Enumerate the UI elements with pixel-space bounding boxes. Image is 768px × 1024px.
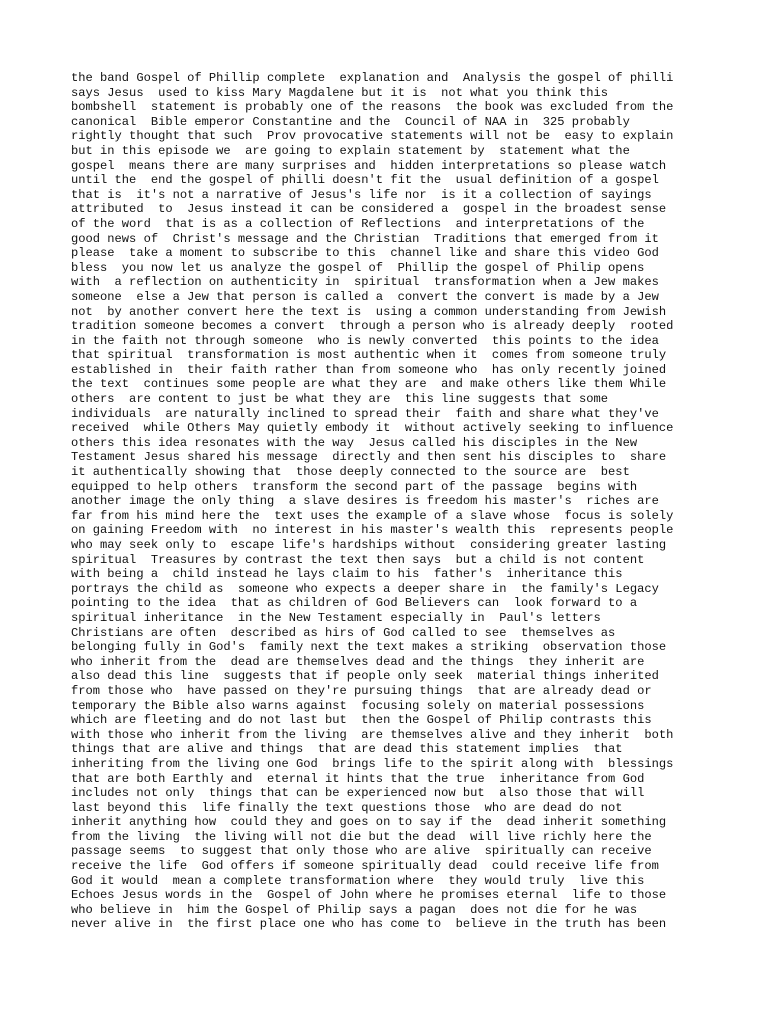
text-line: from those who have passed on they're pursuing things that are already dead or [71, 683, 652, 698]
text-line: spiritual inheritance in the New Testament especially in Paul's letters [71, 610, 601, 625]
text-line: good news of Christ's message and the Christian Traditions that emerged from it [71, 231, 659, 246]
text-line: but in this episode we are going to explain statement by statement what the [71, 143, 630, 158]
transcript-text [71, 71, 711, 932]
text-line: things that are alive and things that are dead this statement implies that [71, 742, 623, 757]
text-line: from the living the living will not die but the dead will live richly here the [71, 829, 652, 844]
text-line: inheriting from the living one God brings life to the spirit along with blessings [71, 756, 674, 771]
text-line: that are both Earthly and eternal it hints that the true inheritance from God [71, 771, 645, 786]
text-line: on gaining Freedom with no interest in his master's wealth this represents people [71, 523, 674, 538]
text-line: that is it's not a narrative of Jesus's life nor is it a collection of sayings [71, 187, 652, 202]
text-line: temporary the Bible also warns against focusing solely on material possessions [71, 698, 645, 713]
text-line: received while Others May quietly embody it without actively seeking to influence [71, 421, 674, 436]
text-line: far from his mind here the text uses the example of a slave whose focus is solely [71, 508, 674, 523]
text-line: attributed to Jesus instead it can be considered a gospel in the broadest sense [71, 202, 667, 217]
text-line: passage seems to suggest that only those who are alive spiritually can receive [71, 844, 652, 859]
text-line: others are content to just be what they are this line suggests that some [71, 392, 609, 407]
text-line: please take a moment to subscribe to this channel like and share this video God [71, 246, 659, 261]
text-line: bless you now let us analyze the gospel of Phillip the gospel of Philip opens [71, 260, 645, 275]
text-line: until the end the gospel of philli doesn't fit the usual definition of a gospel [71, 173, 659, 188]
text-line: includes not only things that can be experienced now but also those that will [71, 786, 645, 801]
text-line: belonging fully in God's family next the text makes a striking observation those [71, 640, 667, 655]
text-line: also dead this line suggests that if people only seek material things inherited [71, 669, 659, 684]
text-line: that spiritual transformation is most authentic when it comes from someone truly [71, 348, 667, 363]
text-line: gospel means there are many surprises and hidden interpretations so please watch [71, 158, 667, 173]
text-line: portrays the child as someone who expects a deeper share in the family's Legacy [71, 581, 659, 596]
text-line: the text continues some people are what they are and make others like them While [71, 377, 667, 392]
text-line: someone else a Jew that person is called a convert the convert is made by a Jew [71, 289, 659, 304]
text-line: others this idea resonates with the way Jesus called his disciples in the New [71, 435, 638, 450]
text-line: spiritual Treasures by contrast the text then says but a child is not content [71, 552, 645, 567]
text-line: of the word that is as a collection of Reflections and interpretations of the [71, 216, 645, 231]
text-line: God it would mean a complete transformation where they would truly live this [71, 873, 645, 888]
text-line: who may seek only to escape life's hardships without considering greater lasting [71, 538, 667, 552]
text-line: rightly thought that such Prov provocative statements will not be easy to explain [71, 129, 674, 144]
text-line: which are fleeting and do not last but then the Gospel of Philip contrasts this [71, 713, 652, 728]
text-line: inherit anything how could they and goes on to say if the dead inherit something [71, 815, 667, 830]
text-line: canonical Bible emperor Constantine and the Council of NAA in 325 probably [71, 114, 630, 129]
text-line: Christians are often described as hirs of God called to see themselves as [71, 625, 616, 640]
text-line: another image the only thing a slave desires is freedom his master's riches are [71, 494, 659, 509]
text-line: says Jesus used to kiss Mary Magdalene but it is not what you think this [71, 85, 609, 100]
text-line: it authentically showing that those deeply connected to the source are best [71, 465, 630, 480]
text-line: who believe in him the Gospel of Philip says a pagan does not die for he was [71, 902, 638, 917]
text-line: Echoes Jesus words in the Gospel of John where he promises eternal life to those [71, 888, 667, 903]
text-line: who inherit from the dead are themselves dead and the things they inherit are [71, 654, 645, 669]
text-line: last beyond this life finally the text questions those who are dead do not [71, 800, 623, 815]
text-line: established in their faith rather than from someone who has only recently joined [71, 362, 667, 377]
text-line: bombshell statement is probably one of the reasons the book was excluded from the [71, 100, 674, 115]
text-line: with those who inherit from the living are themselves alive and they inherit both [71, 727, 674, 742]
text-line: with being a child instead he lays claim to his father's inheritance this [71, 567, 623, 582]
text-line: in the faith not through someone who is newly converted this points to the idea [71, 333, 659, 348]
text-line: not by another convert here the text is using a common understanding from Jewish [71, 304, 667, 319]
text-line: with a reflection on authenticity in spiritual transformation when a Jew makes [71, 275, 659, 290]
text-line: receive the life God offers if someone spiritually dead could receive life from [71, 859, 659, 874]
text-line: tradition someone becomes a convert through a person who is already deeply rooted [71, 319, 674, 334]
text-line: Testament Jesus shared his message directly and then sent his disciples to share [71, 450, 667, 465]
text-line: the band Gospel of Phillip complete explanation and Analysis the gospel of philli [71, 71, 674, 85]
text-line: pointing to the idea that as children of God Believers can look forward to a [71, 596, 638, 611]
text-line: never alive in the first place one who has come to believe in the truth has been [71, 917, 667, 932]
text-line: individuals are naturally inclined to spread their faith and share what they've [71, 406, 659, 421]
text-line: equipped to help others transform the second part of the passage begins with [71, 479, 638, 494]
